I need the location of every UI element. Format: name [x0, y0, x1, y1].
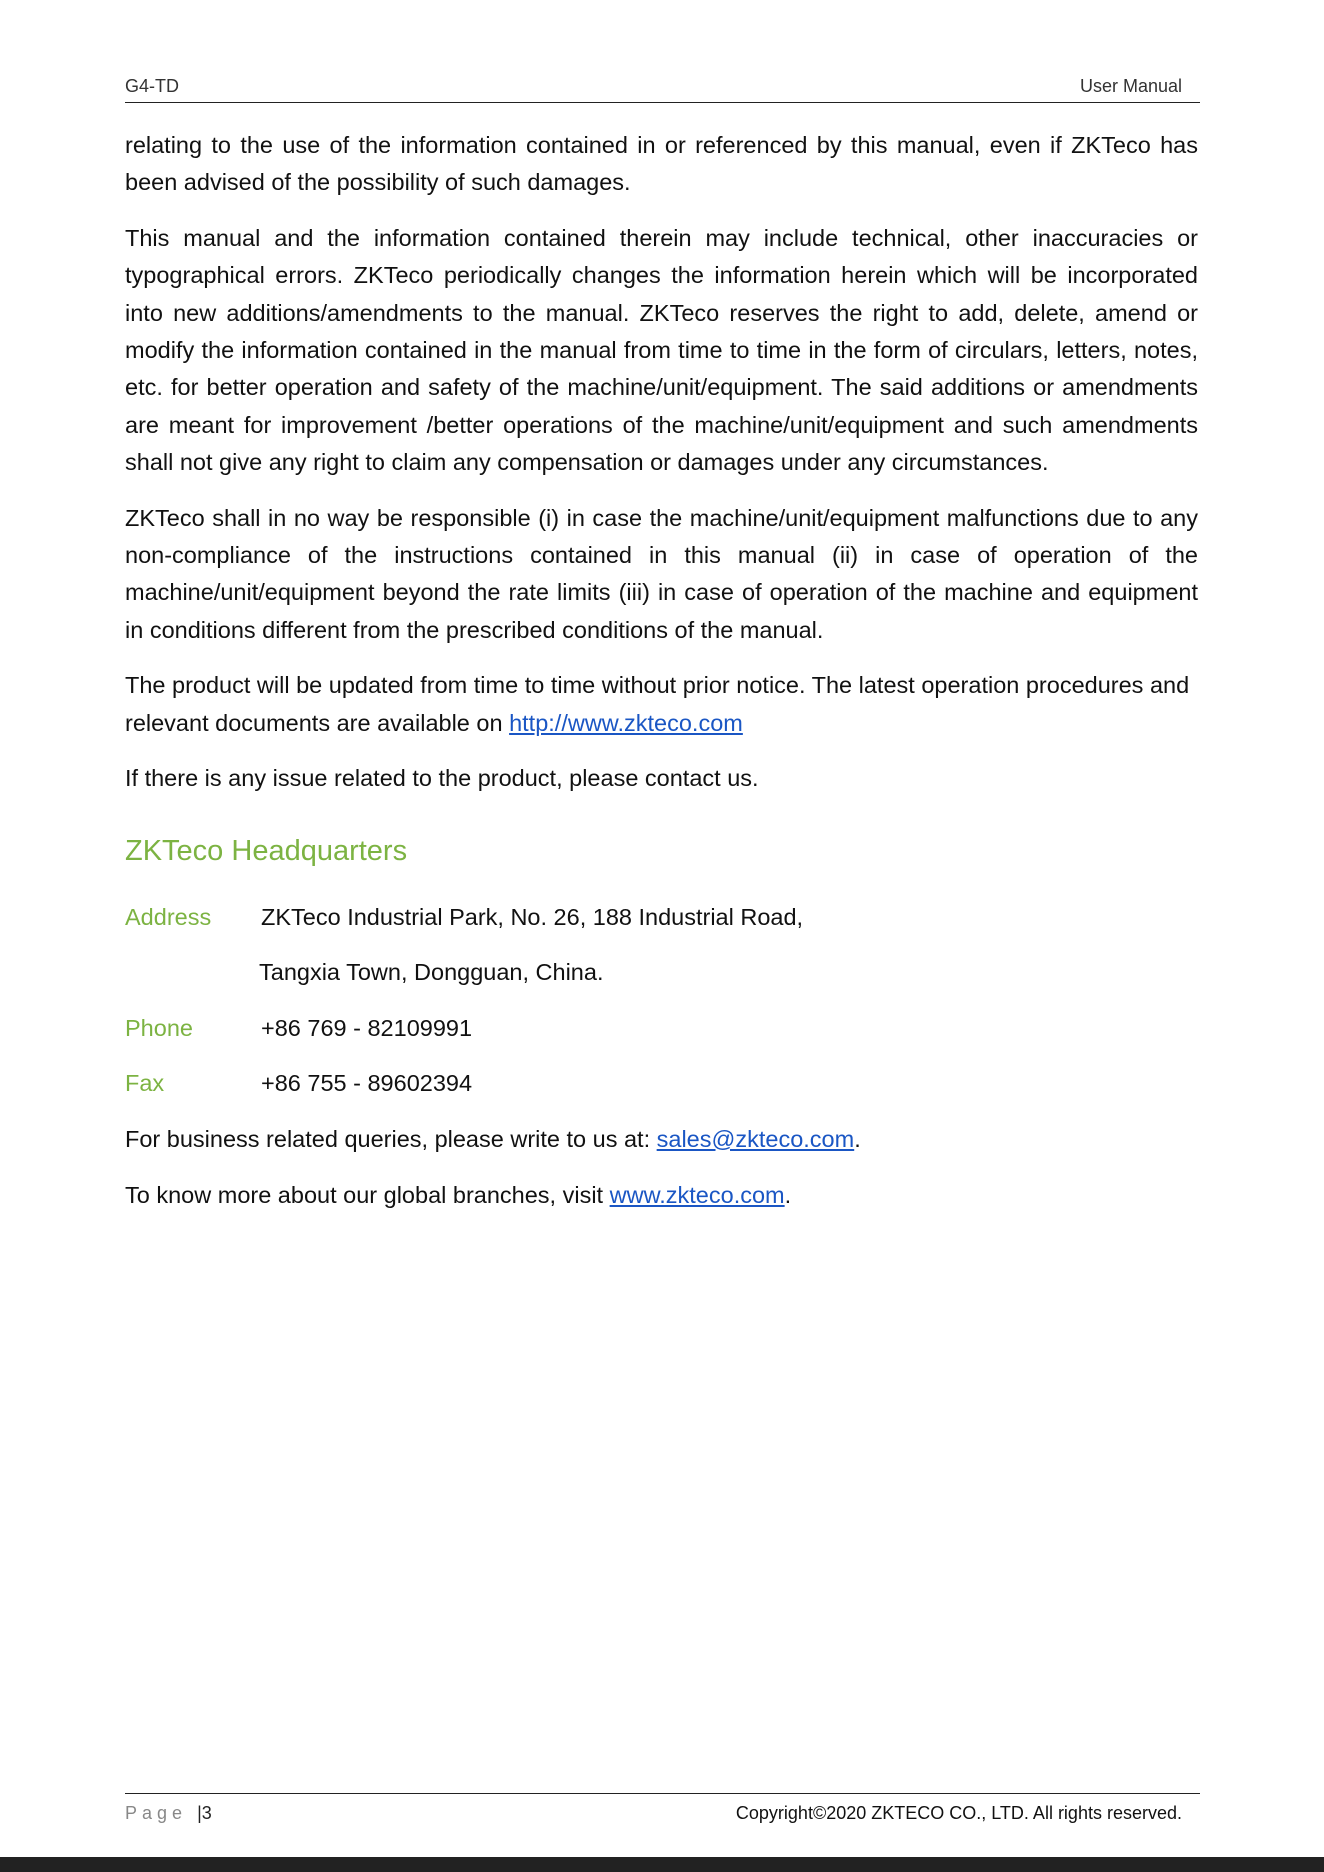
- bottom-edge-bar: [0, 1857, 1324, 1872]
- page-content: [125, 127, 1198, 1232]
- branches-line: [125, 1177, 1198, 1214]
- copyright-notice: Copyright©2020 ZKTECO CO., LTD. All rights reserved.: [735, 1803, 1182, 1823]
- updates-text: The product will be updated from time to time without prior notice. The latest operation procedures and relevant documents are available on: [125, 672, 1190, 736]
- page-separator: |: [197, 1803, 202, 1823]
- phone-value: +86 769 - 82109991: [261, 1014, 473, 1041]
- business-text: For business related queries, please write to us at:: [125, 1125, 657, 1152]
- page-footer: [125, 1793, 1200, 1834]
- branches-link[interactable]: www.zkteco.com: [609, 1181, 785, 1208]
- fax-value: +86 755 - 89602394: [261, 1070, 473, 1097]
- address-line-2: Tangxia Town, Dongguan, China.: [259, 959, 604, 986]
- hq-heading: ZKTeco Headquarters: [125, 834, 408, 867]
- phone-label: Phone: [125, 1014, 193, 1041]
- header-model: G4-TD: [125, 76, 179, 96]
- business-end: .: [854, 1125, 861, 1152]
- fax-label: Fax: [125, 1070, 165, 1097]
- business-contact-line: [125, 1121, 1198, 1158]
- branches-end: .: [784, 1181, 792, 1208]
- address-row-2: [125, 954, 1198, 1010]
- address-line-1: ZKTeco Industrial Park, No. 26, 188 Industrial Road,: [261, 903, 804, 930]
- fax-row: [125, 1065, 1198, 1121]
- paragraph-contact-intro: If there is any issue related to the product, please contact us.: [125, 765, 759, 792]
- page-header: [125, 76, 1200, 103]
- page-number: 3: [201, 1803, 212, 1823]
- paragraph-disclaimer-end: relating to the use of the information contained in or referenced by this manual, even if ZKTeco has been advised of the possibility of such damages.: [125, 132, 1198, 196]
- paragraph-inaccuracies: This manual and the information contained therein may include technical, other inaccuracies or typographical errors. ZKTeco periodically changes the information herein which will be incorporated into new additions/amendments to the manual. ZKTeco reserves the right to add, delete, amend or modify the information contained in the manual from time to time in the form of circulars, letters, notes, etc. for better operation and safety of the machine/unit/equipment. The said additions or amendments are meant for improvement /better operations of the machine/unit/equipment and such amendments shall not give any right to claim any compensation or damages under any circumstances.: [125, 225, 1198, 475]
- address-row: [125, 899, 1198, 955]
- branches-text: To know more about our global branches, visit: [125, 1181, 610, 1208]
- page-indicator: [125, 1803, 212, 1824]
- paragraph-updates: [125, 667, 1198, 742]
- paragraph-responsibility: ZKTeco shall in no way be responsible (i) in case the machine/unit/equipment malfunctions due to any non-compliance of the instructions contained in this manual (ii) in case of operation of the machine/unit/equipment beyond the rate limits (iii) in case of operation of the machine and equipment in conditions different from the prescribed conditions of the manual.: [125, 504, 1198, 643]
- header-title: User Manual: [1079, 76, 1182, 96]
- website-link[interactable]: http://www.zkteco.com: [509, 709, 743, 736]
- phone-row: [125, 1010, 1198, 1066]
- page-label: Page: [125, 1803, 188, 1823]
- sales-email-link[interactable]: sales@zkteco.com: [656, 1125, 855, 1152]
- address-label: Address: [125, 903, 212, 930]
